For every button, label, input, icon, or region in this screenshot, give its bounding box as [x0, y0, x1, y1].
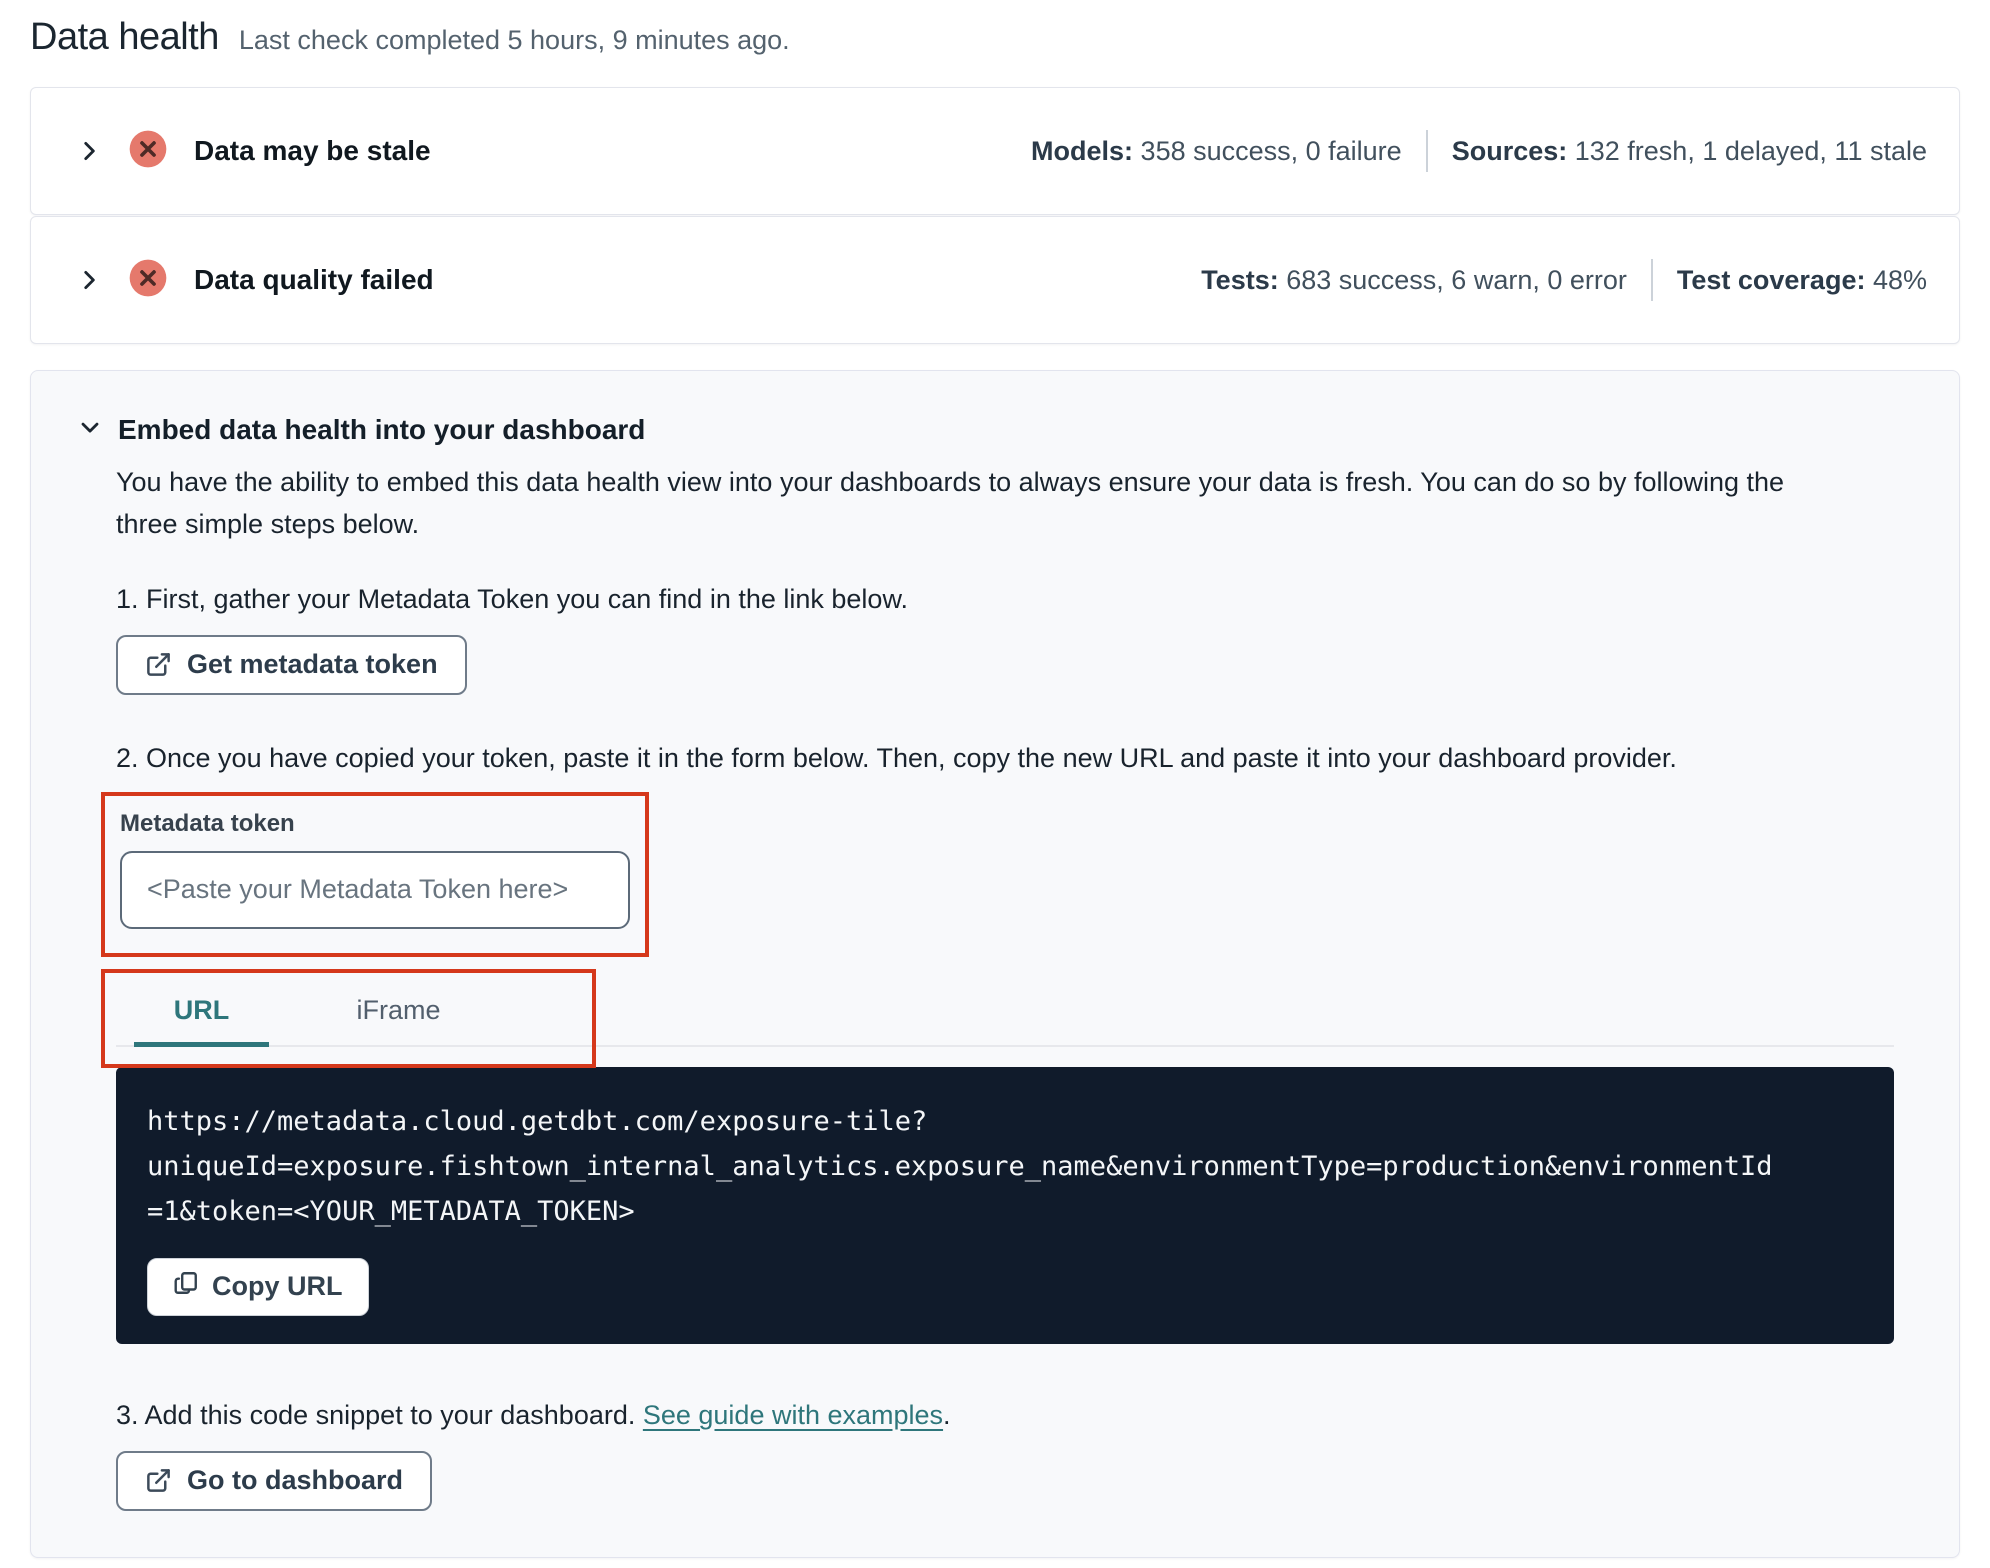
status-card-stats: [1201, 259, 1927, 301]
chevron-down-icon: [76, 413, 104, 446]
sources-stat-value: 132 fresh, 1 delayed, 11 stale: [1567, 135, 1927, 166]
external-link-icon: [145, 1467, 172, 1494]
status-card-stats: [1031, 130, 1927, 172]
tab-iframe[interactable]: iFrame: [356, 994, 441, 1025]
last-check-status: Last check completed 5 hours, 9 minutes ago.: [238, 25, 790, 55]
output-format-tabs: [116, 983, 1899, 1047]
annotation-box-token-field: [101, 792, 649, 957]
x-circle-icon: [128, 129, 168, 174]
tests-stat-label: Tests:: [1201, 264, 1279, 295]
copy-url-button[interactable]: [147, 1258, 369, 1316]
step-1-text: 1. First, gather your Metadata Token you can find in the link below.: [116, 583, 908, 614]
tests-stat: [1201, 265, 1627, 296]
sources-stat-label: Sources:: [1451, 135, 1568, 166]
copy-icon: [173, 1270, 199, 1303]
tabs-row: [116, 983, 1894, 1047]
models-stat-value: 358 success, 0 failure: [1133, 135, 1402, 166]
metadata-token-input[interactable]: [120, 851, 630, 929]
step-3-text: [116, 1400, 1899, 1431]
stat-divider: [1651, 259, 1653, 301]
models-stat: [1031, 136, 1402, 167]
status-card-label: Data may be stale: [194, 135, 431, 166]
step-3-prefix: 3. Add this code snippet to your dashboard.: [116, 1399, 643, 1430]
chevron-right-icon[interactable]: [76, 138, 102, 164]
embed-section-card: [30, 370, 1960, 1558]
page-header: [30, 16, 1960, 59]
embed-url-text: https://metadata.cloud.getdbt.com/exposure-tile?uniqueId=exposure.fishtown_internal_analytics.exposure_name&environmentType=production&environmentId=1&token=<YOUR_METADATA_TOKEN>: [147, 1105, 1773, 1227]
metadata-token-label: Metadata token: [120, 809, 295, 837]
test-coverage-stat-label: Test coverage:: [1676, 264, 1866, 295]
copy-url-label: Copy URL: [212, 1271, 343, 1302]
see-guide-link[interactable]: See guide with examples: [642, 1399, 944, 1430]
get-metadata-token-button[interactable]: [116, 635, 467, 695]
embed-description: You have the ability to embed this data health view into your dashboards to always ensure your data is fresh. You can do so by following the three simple steps below.: [116, 467, 1785, 539]
go-to-dashboard-label: Go to dashboard: [187, 1465, 403, 1496]
embed-url-code-block: [116, 1067, 1894, 1344]
external-link-icon: [145, 651, 172, 678]
tab-url[interactable]: URL: [134, 983, 269, 1047]
x-circle-icon: [128, 258, 168, 303]
chevron-right-icon[interactable]: [76, 267, 102, 293]
status-card-left: [76, 129, 431, 174]
step-3-suffix: .: [943, 1399, 951, 1430]
status-card-data-quality-failed[interactable]: [30, 216, 1960, 344]
embed-section-toggle[interactable]: [76, 413, 1899, 446]
status-card-data-may-be-stale[interactable]: [30, 87, 1960, 215]
test-coverage-stat: [1677, 265, 1927, 296]
status-card-label: Data quality failed: [194, 264, 434, 295]
go-to-dashboard-button[interactable]: [116, 1451, 432, 1511]
get-metadata-token-label: Get metadata token: [187, 649, 438, 680]
models-stat-label: Models:: [1031, 135, 1134, 166]
page-title: Data health: [30, 16, 219, 58]
test-coverage-stat-value: 48%: [1865, 264, 1927, 295]
status-card-left: [76, 258, 434, 303]
step-2-text: 2. Once you have copied your token, paste it in the form below. Then, copy the new URL and paste it into your dashboard provider.: [116, 742, 1677, 773]
embed-section-title: Embed data health into your dashboard: [118, 413, 646, 445]
sources-stat: [1452, 136, 1927, 167]
tests-stat-value: 683 success, 6 warn, 0 error: [1278, 264, 1627, 295]
stat-divider: [1426, 130, 1428, 172]
